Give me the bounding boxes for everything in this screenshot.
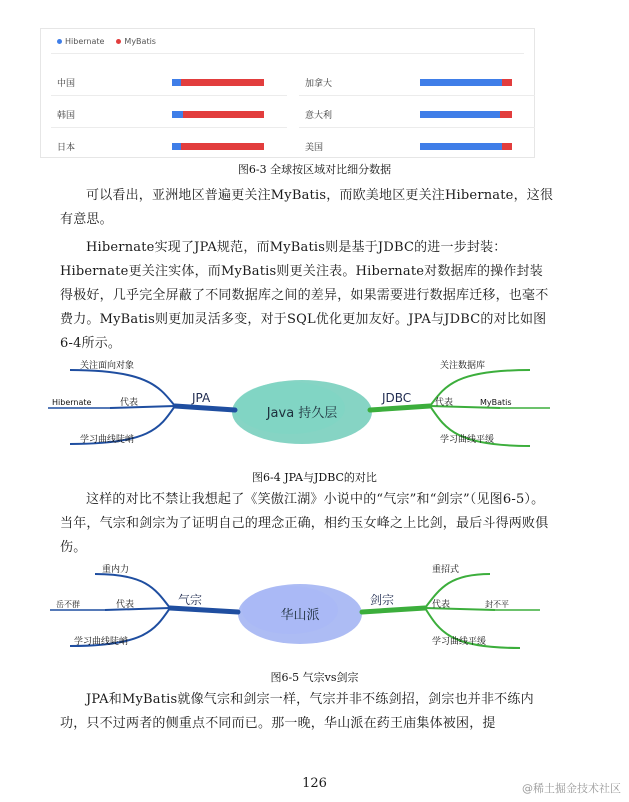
left-main-branch	[175, 406, 235, 410]
stacked-bar	[420, 79, 512, 86]
bar-segment-hibernate[interactable]	[172, 143, 181, 150]
category-label: 韩国	[57, 111, 76, 121]
center-label: Java 持久层	[266, 406, 338, 421]
legend-divider	[51, 53, 524, 54]
right-sub-item: 封不平	[485, 600, 509, 609]
bar-segment-hibernate[interactable]	[420, 111, 500, 118]
category-label: 美国	[305, 143, 324, 153]
mindmap-qi-jian	[40, 560, 560, 664]
left-item-3: 学习曲线陡峭	[74, 637, 129, 647]
figure-caption-6-4: 图6-4 JPA与JDBC的对比	[252, 471, 377, 484]
right-main-branch	[370, 406, 430, 410]
right-item-3: 学习曲线平缓	[432, 637, 487, 647]
left-item-1: 重内力	[102, 565, 130, 575]
bar-segment-mybatis[interactable]	[181, 143, 264, 150]
bar-segment-hibernate[interactable]	[172, 111, 183, 118]
bar-segment-hibernate[interactable]	[420, 79, 502, 86]
bar-segment-hibernate[interactable]	[172, 79, 181, 86]
right-item-2: 代表	[432, 600, 451, 610]
bar-segment-mybatis[interactable]	[502, 143, 512, 150]
chart-row-4	[299, 71, 535, 96]
paragraph-1: 可以看出，亚洲地区普遍更关注MyBatis，而欧美地区更关注Hibernate，这很有意思。	[60, 188, 554, 227]
figure-caption-6-3: 图6-3 全球按区域对比细分数据	[237, 163, 392, 176]
category-label: 中国	[57, 79, 76, 89]
chart-row-2	[51, 103, 287, 128]
left-sub-item: 岳不群	[56, 600, 80, 609]
right-item-1: 重招式	[432, 565, 460, 575]
watermark: @稀土掘金技术社区	[522, 782, 621, 795]
region-comparison-chart	[40, 28, 535, 158]
stacked-bar	[172, 79, 264, 86]
bar-segment-mybatis[interactable]	[502, 79, 512, 86]
chart-legend	[57, 37, 156, 46]
legend-dot-hibernate	[57, 39, 62, 44]
paragraph-4: JPA和MyBatis就像气宗和剑宗一样，气宗并非不练剑招，剑宗也并非不练内功，只不过两者的侧重点不同而已。那一晚，华山派在药王庙集体被困，提	[60, 692, 534, 731]
bar-segment-hibernate[interactable]	[420, 143, 502, 150]
paragraph-2: Hibernate实现了JPA规范，而MyBatis则是基于JDBC的进一步封装：Hibernate更关注实体，而MyBatis则更关注表。Hibernate对数据库的操作封装得极好，几乎完全屏蔽了不同数据库之间的差异，如果需要进行数据库迁移，也毫不费力。MyBatis则更加灵活多变，对于SQL优化更加友好。JPA与JDBC的对比如图6-4所示。	[60, 240, 549, 351]
left-main-label: JPA	[192, 391, 211, 405]
left-item-1: 关注面向对象	[80, 361, 135, 371]
page-number: 126	[302, 776, 327, 791]
figure-caption-6-5: 图6-5 气宗vs剑宗	[270, 671, 359, 684]
paragraph-3: 这样的对比不禁让我想起了《笑傲江湖》小说中的“气宗”和“剑宗”（见图6-5）。当年，气宗和剑宗为了证明自己的理念正确，相约玉女峰之上比剑，最后斗得两败俱伤。	[60, 492, 549, 555]
right-item-3: 学习曲线平缓	[440, 435, 495, 445]
left-branch-2	[105, 608, 170, 610]
legend-item-hibernate[interactable]	[57, 37, 104, 46]
category-label: 加拿大	[305, 79, 333, 89]
chart-row-1	[51, 71, 287, 96]
chart-row-6	[299, 135, 535, 159]
legend-item-mybatis[interactable]	[116, 37, 156, 46]
category-label: 意大利	[305, 111, 333, 121]
stacked-bar	[420, 143, 512, 150]
left-item-2: 代表	[116, 600, 135, 610]
right-main-branch	[362, 608, 425, 612]
stacked-bar	[172, 111, 264, 118]
right-item-1: 关注数据库	[440, 361, 486, 371]
left-item-3: 学习曲线陡峭	[80, 435, 135, 445]
chart-row-5	[299, 103, 535, 128]
legend-label: Hibernate	[65, 37, 105, 46]
center-label: 华山派	[280, 608, 320, 623]
category-label: 日本	[57, 143, 76, 153]
legend-dot-mybatis	[116, 39, 121, 44]
bar-segment-mybatis[interactable]	[181, 79, 264, 86]
stacked-bar	[172, 143, 264, 150]
left-item-2: 代表	[120, 398, 139, 408]
left-main-label: 气宗	[178, 593, 203, 607]
right-main-label: 剑宗	[370, 593, 395, 607]
legend-label: MyBatis	[124, 37, 156, 46]
left-main-branch	[170, 608, 238, 612]
stacked-bar	[420, 111, 512, 118]
right-item-2: 代表	[435, 398, 454, 408]
right-sub-item: MyBatis	[480, 398, 512, 407]
chart-row-3	[51, 135, 287, 159]
left-sub-item: Hibernate	[52, 398, 92, 407]
right-main-label: JDBC	[382, 391, 412, 405]
bar-segment-mybatis[interactable]	[500, 111, 512, 118]
mindmap-jpa-jdbc	[40, 358, 560, 464]
bar-segment-mybatis[interactable]	[183, 111, 264, 118]
